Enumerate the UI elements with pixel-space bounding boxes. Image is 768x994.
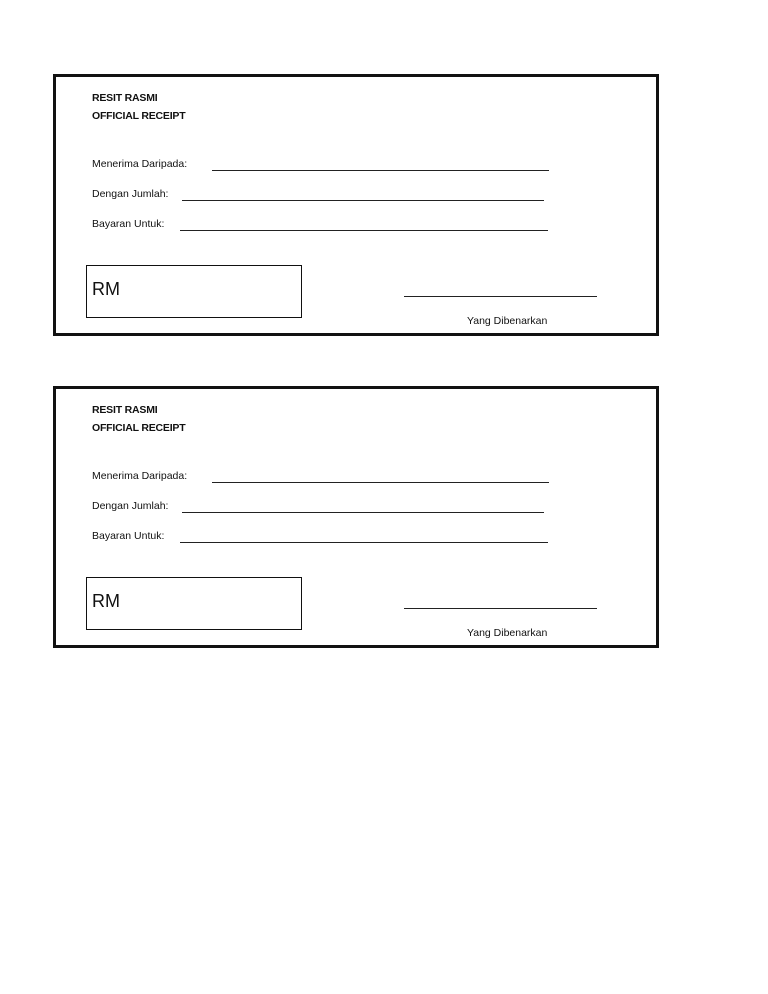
- receipt-title-malay: RESIT RASMI: [92, 404, 158, 416]
- signature-line[interactable]: [404, 608, 597, 609]
- payment-for-field[interactable]: [180, 542, 548, 543]
- received-from-label: Menerima Daripada:: [92, 158, 188, 170]
- receipt-title-malay: RESIT RASMI: [92, 92, 158, 104]
- authorized-signature-label: Yang Dibenarkan: [467, 315, 548, 327]
- receipt-title-english: OFFICIAL RECEIPT: [92, 110, 186, 122]
- amount-box[interactable]: [86, 577, 302, 630]
- amount-words-field[interactable]: [182, 200, 544, 201]
- currency-prefix: RM: [92, 279, 120, 299]
- signature-line[interactable]: [404, 296, 597, 297]
- payment-for-field[interactable]: [180, 230, 548, 231]
- payment-for-label: Bayaran Untuk:: [92, 530, 165, 542]
- received-from-field[interactable]: [212, 170, 549, 171]
- amount-box[interactable]: [86, 265, 302, 318]
- payment-for-label: Bayaran Untuk:: [92, 218, 165, 230]
- authorized-signature-label: Yang Dibenarkan: [467, 627, 548, 639]
- receipt-card: [53, 386, 659, 648]
- amount-words-label: Dengan Jumlah:: [92, 500, 169, 512]
- receipt-card: [53, 74, 659, 336]
- amount-words-field[interactable]: [182, 512, 544, 513]
- currency-prefix: RM: [92, 591, 120, 611]
- amount-words-label: Dengan Jumlah:: [92, 188, 169, 200]
- received-from-label: Menerima Daripada:: [92, 470, 188, 482]
- receipt-title-english: OFFICIAL RECEIPT: [92, 422, 186, 434]
- received-from-field[interactable]: [212, 482, 549, 483]
